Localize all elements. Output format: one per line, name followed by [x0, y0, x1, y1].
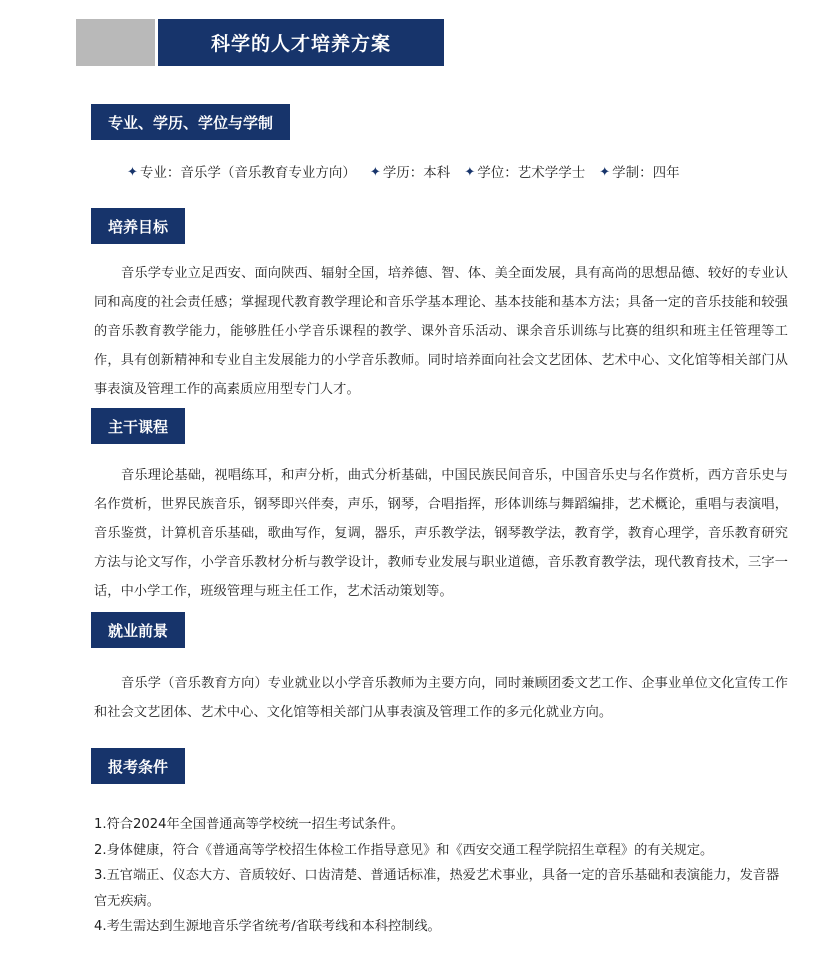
- info-text: 学历：本科: [382, 165, 451, 181]
- page-title: 科学的人才培养方案: [158, 19, 444, 66]
- section-heading-goal: 培养目标: [91, 208, 185, 244]
- requirement-item: 4.考生需达到生源地音乐学省统考/省联考线和本科控制线。: [94, 919, 441, 935]
- star-icon: ✦: [127, 165, 138, 180]
- requirements-list: [94, 812, 788, 940]
- courses-paragraph: 音乐理论基础，视唱练耳，和声分析，曲式分析基础，中国民族民间音乐，中国音乐史与名作赏析，西方音乐史与名作赏析，世界民族音乐，钢琴即兴伴奏，声乐，钢琴，合唱指挥，形体训练与舞蹈编排，艺术概论，重唱与表演唱，音乐鉴赏，计算机音乐基础，歌曲写作，复调，器乐，声乐教学法，钢琴教学法，教育学，教育心理学，音乐教育研究方法与论文写作，小学音乐教材分析与教学设计，教师专业发展与职业道德，音乐教育教学法，现代教育技术，三字一话，中小学工作，班级管理与班主任工作，艺术活动策划等。: [94, 468, 788, 599]
- requirement-item: 3.五官端正、仪态大方、音质较好、口齿清楚、普通话标准，热爱艺术事业，具备一定的音乐基础和表演能力，发音器官无疾病。: [94, 868, 780, 909]
- info-item-degree: [464, 162, 585, 184]
- info-item-degree-level: [370, 162, 450, 184]
- section-heading-courses: 主干课程: [91, 408, 185, 444]
- requirement-item: 1.符合2024年全国普通高等学校统一招生考试条件。: [94, 817, 404, 832]
- info-item-duration: [599, 162, 679, 184]
- section-heading-major: 专业、学历、学位与学制: [91, 104, 290, 140]
- major-info-row: [127, 162, 787, 184]
- info-item-major: [127, 162, 356, 184]
- star-icon: ✦: [464, 165, 476, 180]
- requirement-item: 2.身体健康，符合《普通高等学校招生体检工作指导意见》和《西安交通工程学院招生章程》的有关规定。: [94, 842, 714, 858]
- section-heading-requirements: 报考条件: [91, 748, 185, 784]
- section-heading-career: 就业前景: [91, 612, 185, 648]
- career-paragraph: 音乐学（音乐教育方向）专业就业以小学音乐教师为主要方向，同时兼顾团委文艺工作、企事业单位文化宣传工作和社会文艺团体、艺术中心、文化馆等相关部门从事表演及管理工作的多元化就业方向。: [94, 676, 788, 720]
- star-icon: ✦: [369, 165, 381, 180]
- title-accent-block: [76, 19, 155, 66]
- goal-paragraph: 音乐学专业立足西安、面向陕西、辐射全国，培养德、智、体、美全面发展，具有高尚的思想品德、较好的专业认同和高度的社会责任感；掌握现代教育教学理论和音乐学基本理论、基本技能和基本方法；具备一定的音乐技能和较强的音乐教育教学能力，能够胜任小学音乐课程的教学、课外音乐活动、课余音乐训练与比赛的组织和班主任管理等工作，具有创新精神和专业自主发展能力的小学音乐教师。同时培养面向社会文艺团体、艺术中心、文化馆等相关部门从事表演及管理工作的高素质应用型专门人才。: [94, 266, 788, 397]
- star-icon: ✦: [599, 165, 611, 180]
- info-text: 学位：艺术学学士: [477, 165, 586, 181]
- info-text: 专业：音乐学（音乐教育专业方向）: [139, 165, 356, 181]
- info-text: 学制：四年: [612, 165, 680, 181]
